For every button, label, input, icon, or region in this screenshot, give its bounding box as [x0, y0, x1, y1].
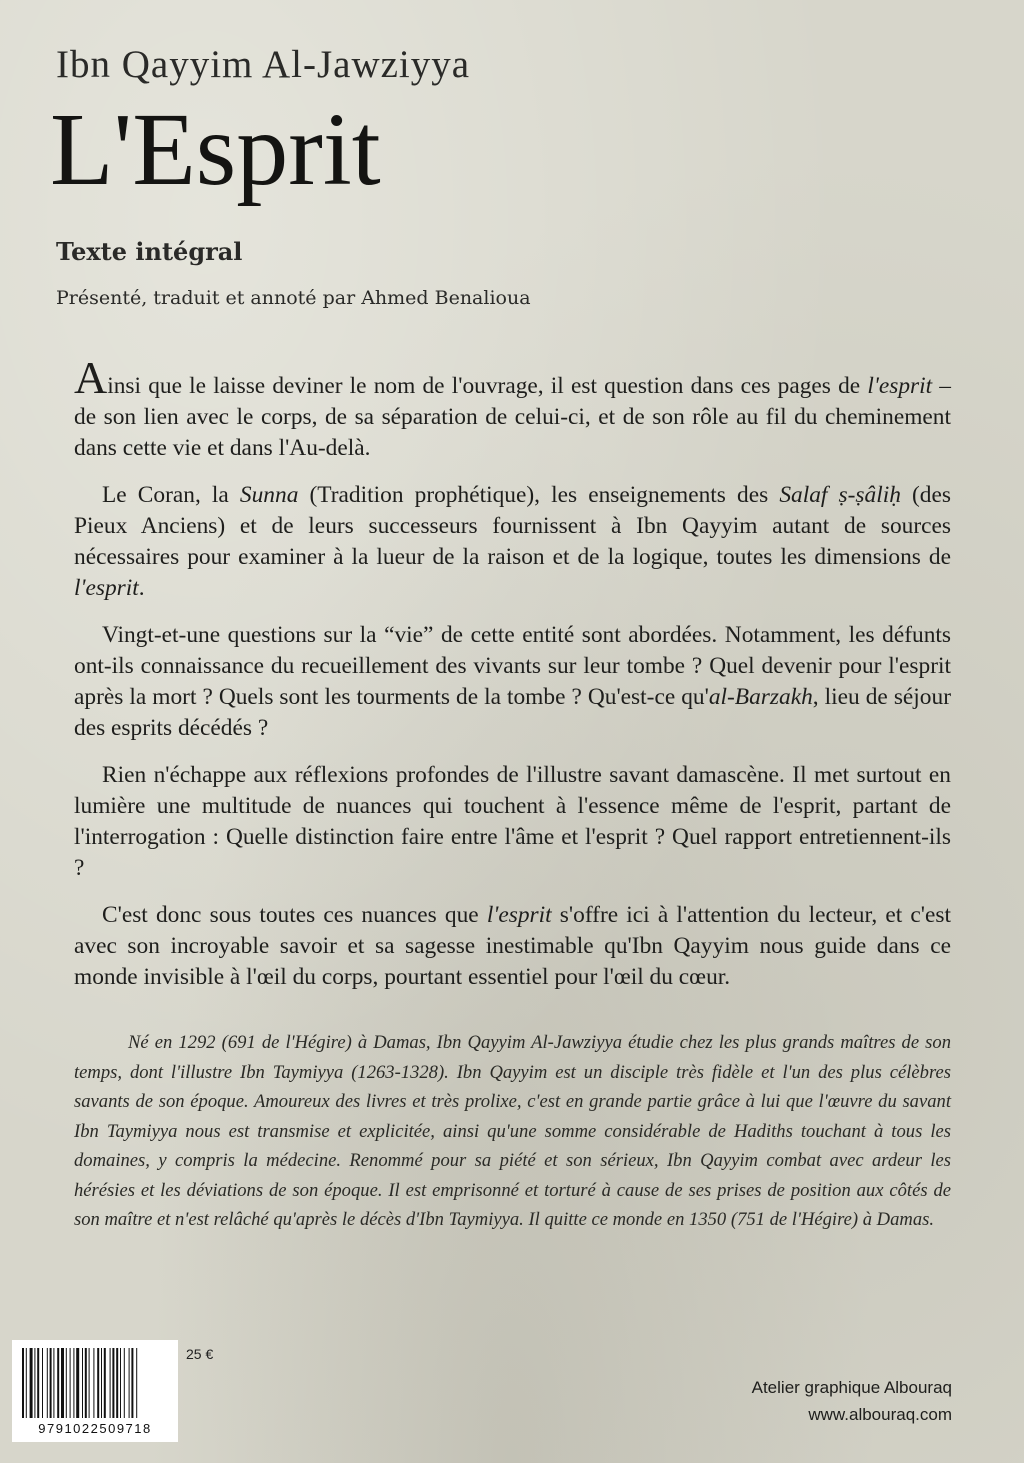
p1-italic: l'esprit	[867, 373, 933, 399]
barcode-bar	[37, 1348, 39, 1418]
p2-text-a: Le Coran, la	[102, 482, 240, 508]
p2-text-b: (Tradition prophétique), les enseignements des	[298, 482, 780, 508]
p2-text-c: (des Pieux Anciens) et de leurs successeurs fournissent à Ibn Qayyim autant de sources nécessaires pour examiner à la lueur de la raison et de la logique, toutes les dimensions de	[74, 482, 951, 570]
p5-text-a: C'est donc sous toutes ces nuances que	[102, 902, 487, 928]
barcode-bar	[82, 1348, 83, 1418]
book-title: L'Esprit	[50, 92, 381, 207]
summary-paragraph-1	[74, 352, 951, 464]
p5-text-b: s'offre ici à l'attention du lecteur, et c'est avec son incroyable savoir et sa sagesse inestimable qu'Ibn Qayyim nous guide dans ce monde invisible à l'œil du corps, pourtant essentiel pour l'œil du cœur.	[74, 902, 951, 990]
barcode-bar	[34, 1348, 35, 1418]
barcode-bar	[97, 1348, 99, 1418]
barcode-bar	[73, 1348, 74, 1418]
barcode-number: 9791022509718	[38, 1421, 152, 1436]
price-label: 25 €	[186, 1346, 214, 1362]
barcode-bar	[104, 1348, 106, 1418]
translator-credit: Présenté, traduit et annoté par Ahmed Benalioua	[56, 287, 531, 309]
p3-italic: al-Barzakh	[708, 684, 813, 710]
publisher-name: Atelier graphique Albouraq	[751, 1378, 952, 1397]
p3-text-a: Vingt-et-une questions sur la “vie” de cette entité sont abordées. Notamment, les défunts ont-ils connaissance du recueillement des vivants sur leur tombe ? Quel devenir pour l'esprit après la mort ? Quels sont les tourments de la tombe ? Qu'est-ce qu'	[74, 622, 951, 710]
barcode-bar	[50, 1348, 52, 1418]
p3-text-b: , lieu de séjour des esprits décédés ?	[74, 684, 951, 741]
barcode-bar	[53, 1348, 54, 1418]
barcode-bar	[57, 1348, 59, 1418]
barcode-bar	[124, 1348, 125, 1418]
barcode-bar	[61, 1348, 64, 1418]
p2-italic-3: l'esprit	[74, 575, 139, 601]
barcode-bar	[129, 1348, 130, 1418]
summary-paragraph-3	[74, 620, 951, 744]
book-subtitle: Texte intégral	[56, 237, 243, 266]
barcode-bar	[120, 1348, 121, 1418]
p2-italic-2: Salaf ṣ-ṣâliḥ	[779, 482, 901, 508]
barcode-bar	[66, 1348, 67, 1418]
barcode-bar	[131, 1348, 133, 1418]
barcode-bar	[76, 1348, 79, 1418]
barcode	[12, 1340, 178, 1442]
barcode-bar	[22, 1348, 24, 1418]
barcode-bar	[89, 1348, 90, 1418]
summary-paragraph-2	[74, 480, 951, 604]
barcode-bar	[116, 1348, 118, 1418]
p2-text-d: .	[138, 575, 145, 601]
p2-italic-1: Sunna	[239, 482, 299, 508]
barcode-bars-icon	[20, 1348, 170, 1418]
barcode-bar	[26, 1348, 27, 1418]
barcode-bar	[47, 1348, 48, 1418]
barcode-bar	[136, 1348, 137, 1418]
barcode-bar	[110, 1348, 111, 1418]
summary-paragraph-4: Rien n'échappe aux réflexions profondes de l'illustre savant damascène. Il met surtout en lumière une multitude de nuances qui touchent à l'essence même de l'esprit, partant de l'interrogation : Quelle distinction faire entre l'âme et l'esprit ? Quel rapport entretiennent-ils ?	[74, 762, 951, 881]
barcode-bar	[93, 1348, 94, 1418]
barcode-bar	[101, 1348, 102, 1418]
p1-text-a: insi que le laisse deviner le nom de l'ouvrage, il est question dans ces pages de	[107, 373, 868, 399]
author-name: Ibn Qayyim Al-Jawziyya	[56, 43, 471, 86]
summary-paragraph-5	[74, 900, 951, 993]
publisher-info	[752, 1374, 952, 1428]
p1-text-b: – de son lien avec le corps, de sa séparation de celui-ci, et de son rôle au fil du cheminement dans cette vie et dans l'Au-delà.	[74, 373, 951, 461]
author-biography: Né en 1292 (691 de l'Hégire) à Damas, Ibn Qayyim Al-Jawziyya étudie chez les plus grands maîtres de son temps, dont l'illustre Ibn Taymiyya (1263-1328). Ibn Qayyim est un disciple très fidèle et l'un des plus célèbres savants de son époque. Amoureux des livres et très prolixe, c'est en grande partie grâce à lui que l'œuvre du savant Ibn Taymiyya nous est transmise et explicitée, ainsi qu'une somme considérable de Hadiths touchant à tous les domaines, y compris la médecine. Renommé pour sa piété et son sérieux, Ibn Qayyim combat avec ardeur les hérésies et les déviations de son époque. Il est emprisonné et torturé à cause de ses prises de position aux côtés de son maître et n'est relâché qu'après le décès d'Ibn Taymiyya. Il quitte ce monde en 1350 (751 de l'Hégire) à Damas.	[74, 1032, 951, 1230]
publisher-url: www.albouraq.com	[808, 1405, 952, 1424]
barcode-bar	[112, 1348, 114, 1418]
p5-italic: l'esprit	[486, 902, 552, 928]
drop-cap: A	[74, 352, 108, 403]
barcode-bar	[42, 1348, 43, 1418]
barcode-bar	[70, 1348, 71, 1418]
barcode-bar	[30, 1348, 33, 1418]
barcode-bar	[85, 1348, 87, 1418]
summary-text	[74, 352, 951, 1009]
